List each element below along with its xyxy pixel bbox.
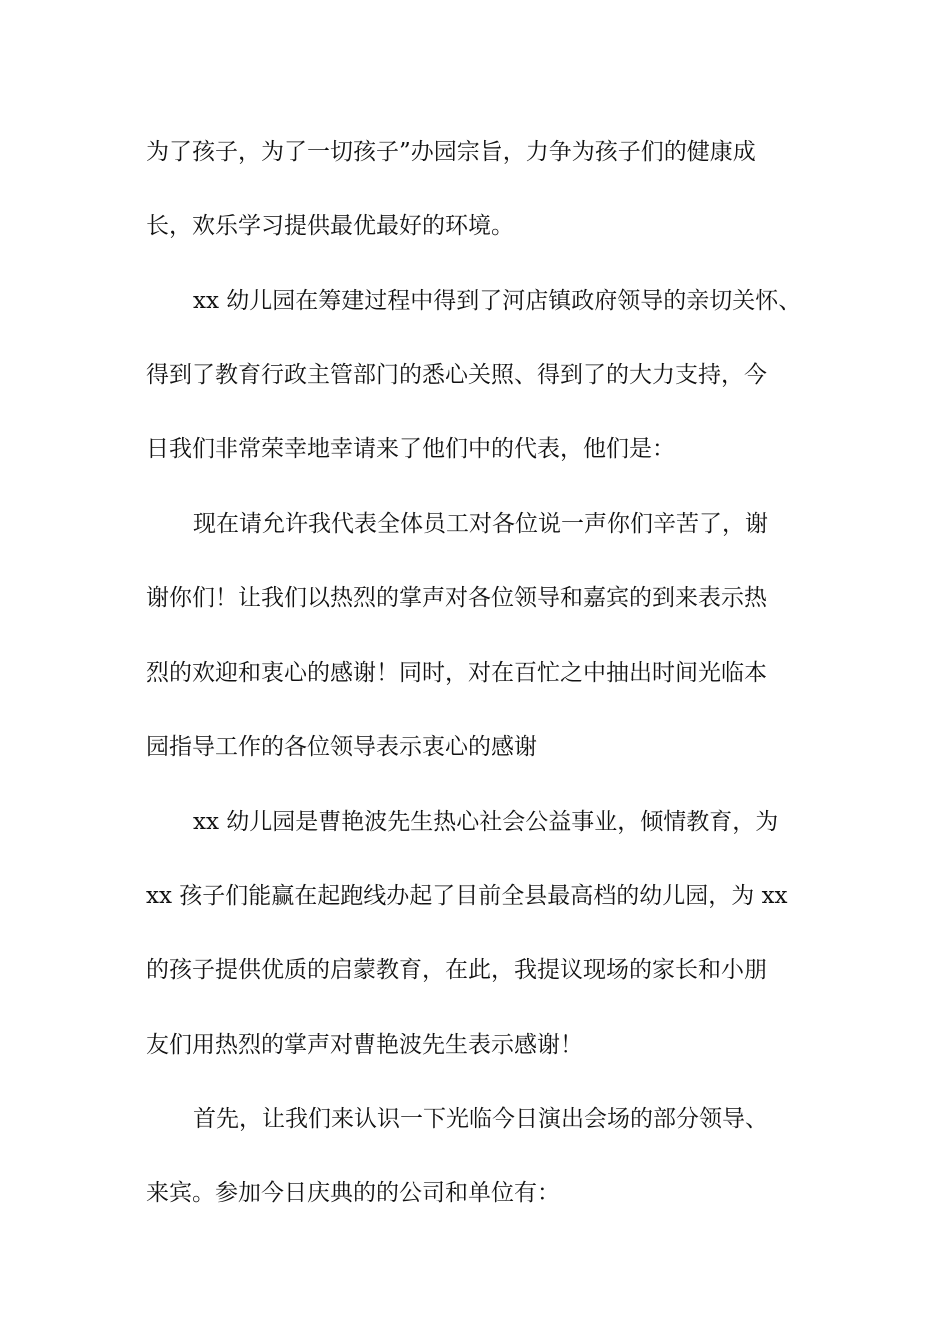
text-line: 谢你们！让我们以热烈的掌声对各位领导和嘉宾的到来表示热	[146, 585, 767, 611]
text-line: 日我们非常荣幸地幸请来了他们中的代表，他们是：	[146, 436, 675, 462]
paragraph-start: 现在请允许我代表全体员工对各位说一声你们辛苦了，谢	[193, 511, 768, 537]
text-line: 来宾。参加今日庆典的的公司和单位有：	[146, 1180, 560, 1206]
paragraph-start: xx 幼儿园是曹艳波先生热心社会公益事业，倾情教育，为	[193, 809, 779, 835]
text-line: 的孩子提供优质的启蒙教育，在此，我提议现场的家长和小朋	[146, 957, 767, 983]
text-line: 友们用热烈的掌声对曹艳波先生表示感谢！	[146, 1032, 583, 1058]
text-line: xx 孩子们能赢在起跑线办起了目前全县最高档的幼儿园，为 xx	[146, 883, 788, 909]
text-line: 烈的欢迎和衷心的感谢！同时，对在百忙之中抽出时间光临本	[146, 660, 767, 686]
text-line: 为了孩子，为了一切孩子”办园宗旨，力争为孩子们的健康成	[146, 139, 756, 165]
paragraph-start: 首先，让我们来认识一下光临今日演出会场的部分领导、	[193, 1106, 768, 1132]
text-line: 长，欢乐学习提供最优最好的环境。	[146, 213, 514, 239]
paragraph-start: xx 幼儿园在筹建过程中得到了河店镇政府领导的亲切关怀、	[193, 288, 802, 314]
text-line: 园指导工作的各位领导表示衷心的感谢	[146, 734, 537, 760]
text-line: 得到了教育行政主管部门的悉心关照、得到了的大力支持，今	[146, 362, 767, 388]
